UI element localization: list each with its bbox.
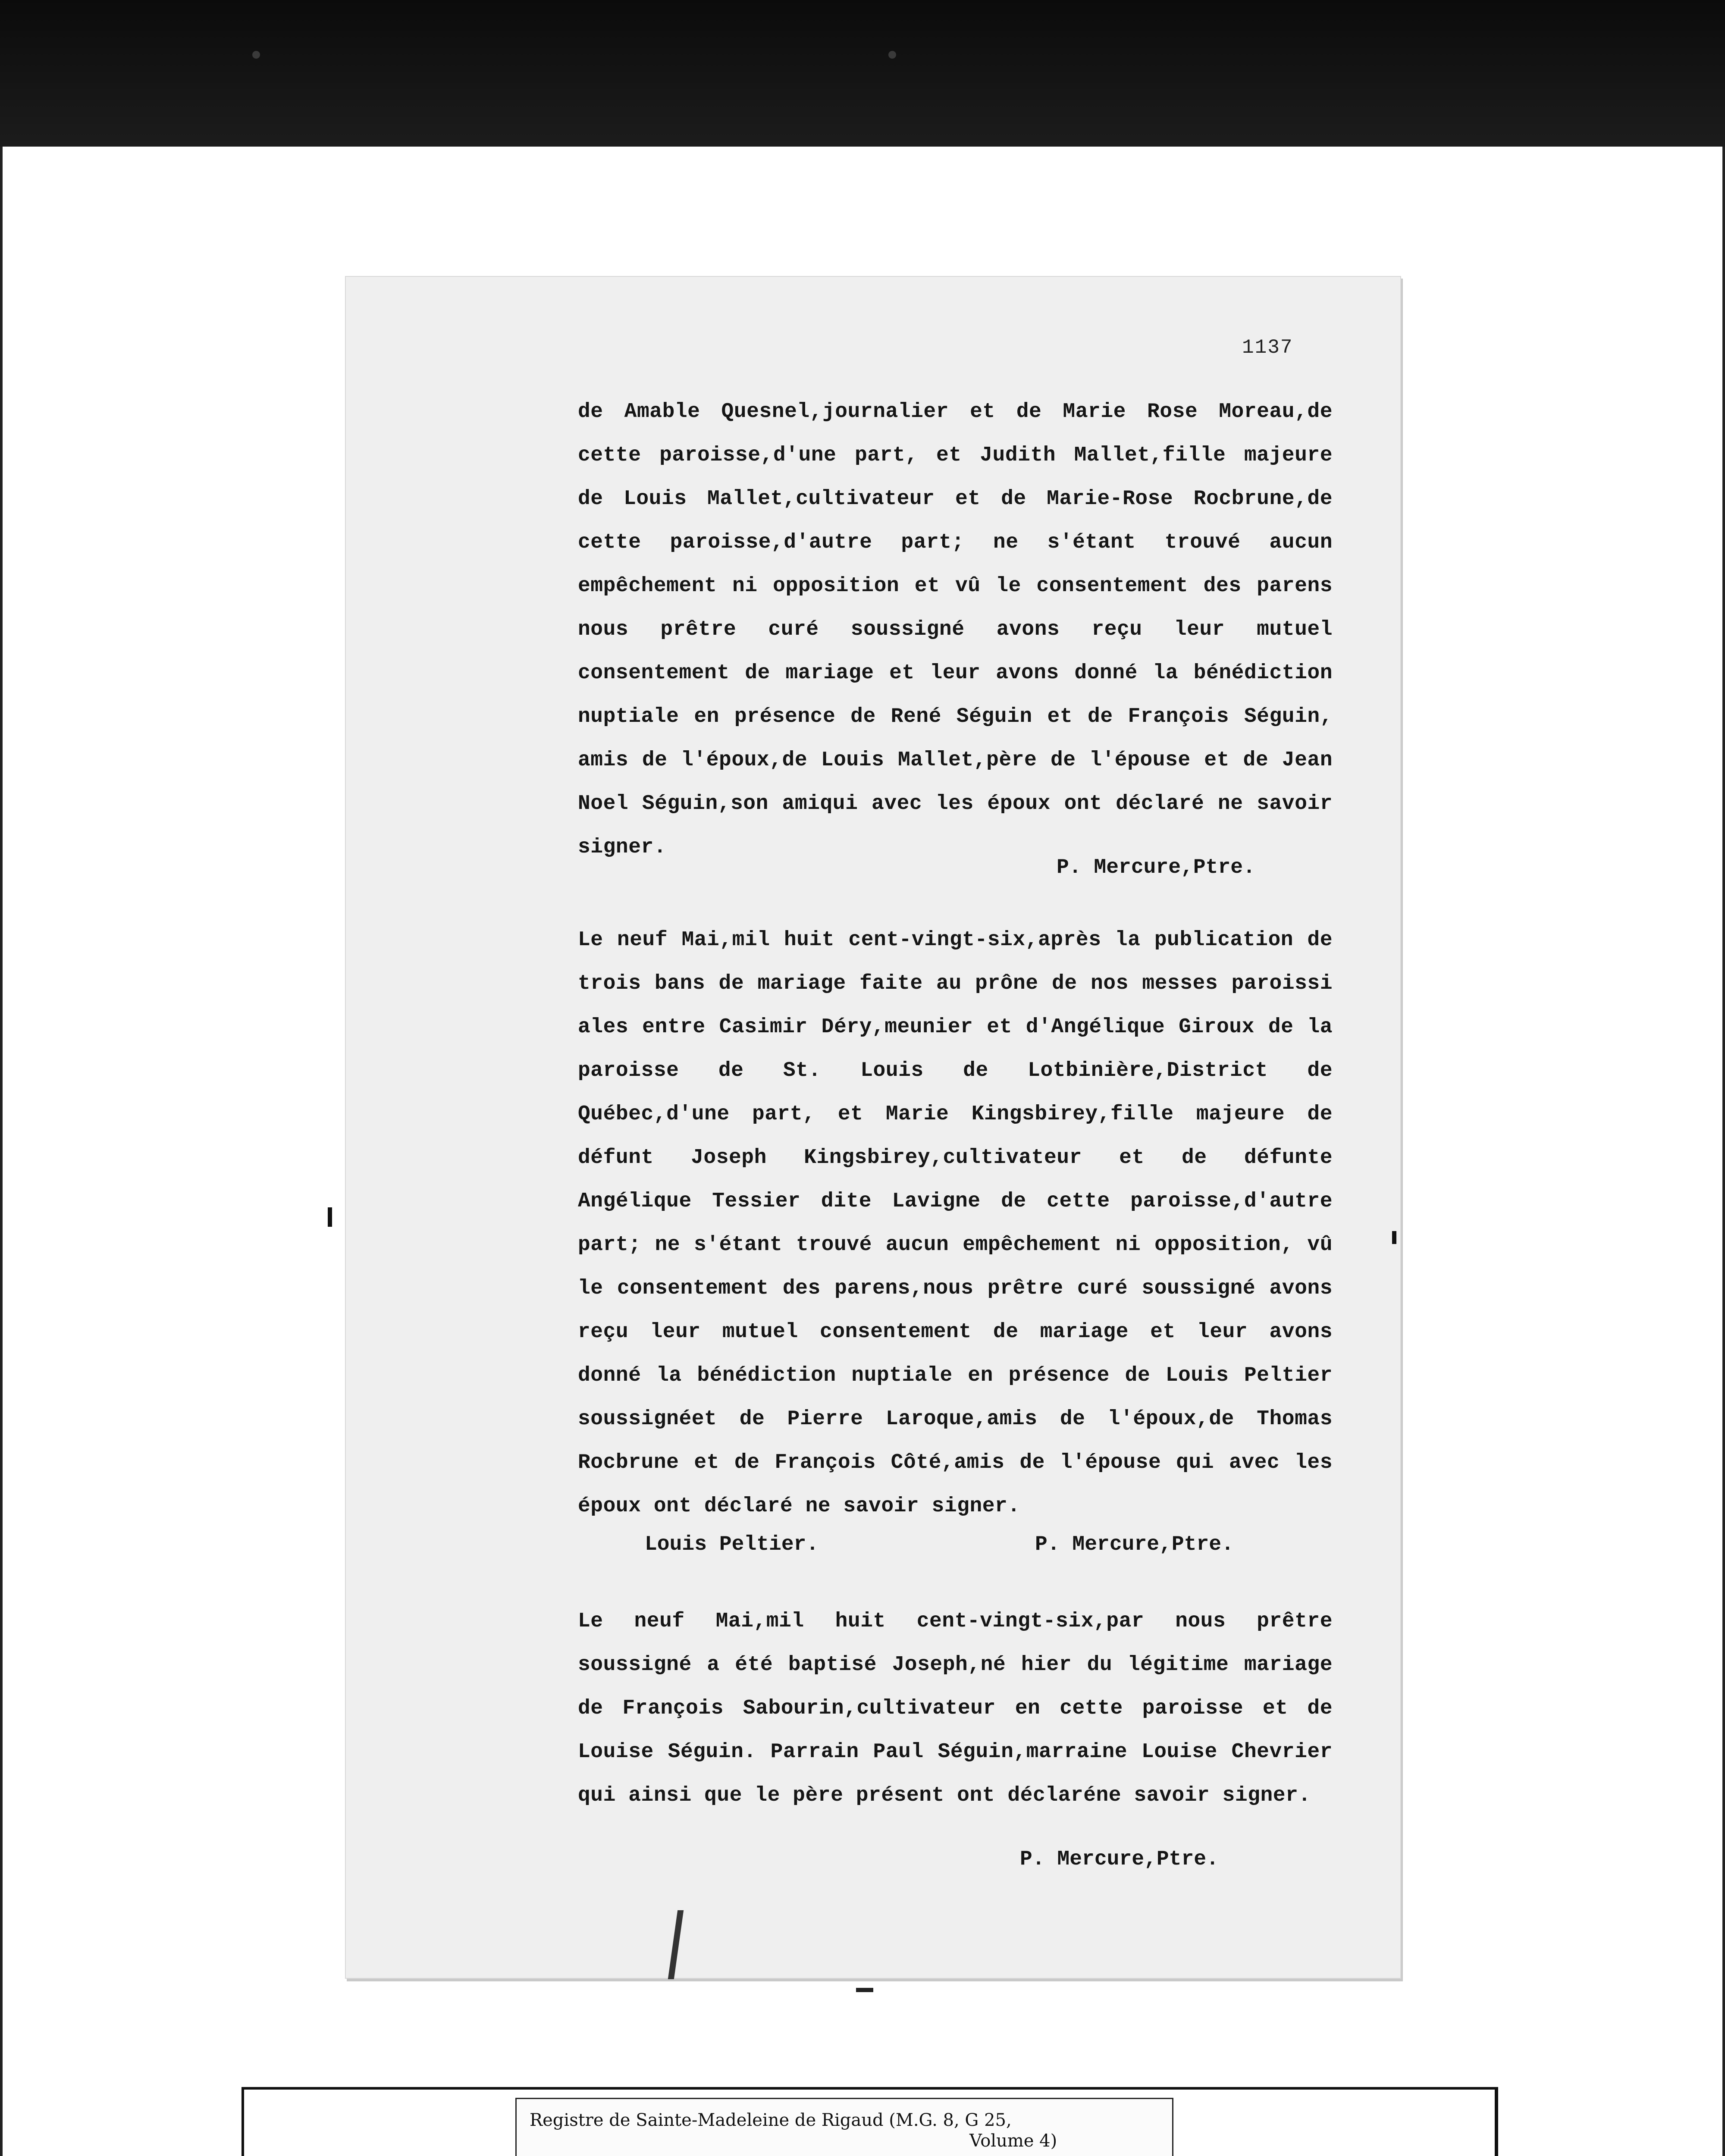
register-label-line-1: Registre de Sainte-Madeleine de Rigaud (M.G. 8, G 25, [530, 2110, 1012, 2130]
priest-signature-1: P. Mercure,Ptre. [1057, 856, 1255, 879]
scan-artifact [856, 1988, 873, 1992]
baptism-entry: Le neuf Mai,mil huit cent-vingt-six,par nous prêtre soussigné a été baptisé Joseph,né hier du légitime mariage de François Sabourin,cultivateur en cette paroisse et de Louise Séguin. Parrain Paul Séguin,marraine Louise Chevrier qui ainsi que le père présent ont déclaréne savoir signer. [578, 1610, 1333, 1807]
page-number: 1137 [1242, 336, 1293, 359]
priest-signature-2: P. Mercure,Ptre. [1035, 1533, 1234, 1556]
scan-artifact [328, 1207, 332, 1227]
scanner-dot [252, 51, 260, 59]
register-label [515, 2098, 1173, 2156]
scanner-top-border [0, 0, 1725, 147]
priest-signature-3: P. Mercure,Ptre. [1020, 1848, 1219, 1871]
scanner-right-edge [1722, 147, 1725, 2156]
register-label-line-2: Volume 4) [969, 2131, 1057, 2151]
marriage-entry-1: de Amable Quesnel,journalier et de Marie Rose Moreau,de cette paroisse,d'une part, et Judith Mallet,fille majeure de Louis Mallet,cultivateur et de Marie-Rose Rocbrune,de cette paroisse,d'autre part; ne s'étant trouvé aucun empêchement ni opposition et vû le consentement des parens nous prêtre curé soussigné avons reçu leur mutuel consentement de mariage et leur avons donné la bénédiction nuptiale en présence de René Séguin et de François Séguin, amis de l'époux,de Louis Mallet,père de l'épouse et de Jean Noel Séguin,son amiqui avec les époux ont déclaré ne savoir signer. [578, 400, 1333, 859]
witness-signature: Louis Peltier. [645, 1533, 819, 1556]
scanner-dot [888, 51, 896, 59]
scanner-left-edge [0, 147, 3, 2156]
marriage-entry-2: Le neuf Mai,mil huit cent-vingt-six,après la publication de trois bans de mariage faite au prône de nos messes paroissi ales entre Casimir Déry,meunier et d'Angélique Giroux de la paroisse de St. Louis de Lotbinière,District de Québec,d'une part, et Marie Kingsbirey,fille majeure de défunt Joseph Kingsbirey,cultivateur et de défunte Angélique Tessier dite Lavigne de cette paroisse,d'autre part; ne s'étant trouvé aucun empêchement ni opposition, vû le consentement des parens,nous prêtre curé soussigné avons reçu leur mutuel consentement de mariage et leur avons donné la bénédiction nuptiale en présence de Louis Peltier soussignéet de Pierre Laroque,amis de l'époux,de Thomas Rocbrune et de François Côté,amis de l'épouse qui avec les époux ont déclaré ne savoir signer. [578, 928, 1333, 1518]
scan-artifact [1392, 1231, 1396, 1244]
